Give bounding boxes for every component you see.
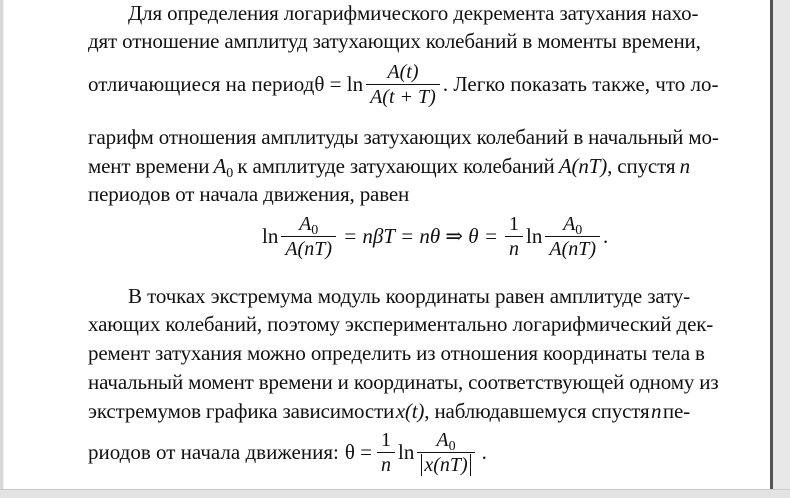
- text-line: периодов от начала движения, равен: [88, 182, 410, 206]
- subscript: 0: [226, 166, 234, 181]
- fraction-numerator: [545, 212, 600, 237]
- fraction-denominator: A(nT): [285, 238, 333, 260]
- viewer-left-border-inner: [3, 0, 4, 497]
- symbol: A(nT): [558, 154, 608, 178]
- symbol-xt: [396, 398, 650, 424]
- text-line: В точках экстремума модуль координаты равен амплитуде зату-: [128, 284, 690, 308]
- fraction: [417, 428, 474, 477]
- text-line-with-formula: [88, 428, 487, 477]
- fraction-numerator: [281, 212, 336, 237]
- text-line-with-formula: [88, 60, 719, 109]
- formula-ln: ln: [262, 224, 279, 248]
- subscript: 0: [448, 439, 456, 454]
- symbol-A0: [214, 153, 234, 179]
- text-span: мент времени: [88, 154, 210, 178]
- fraction-denominator: [417, 453, 474, 477]
- text-line: дят отношение амплитуд затухающих колебаний в моменты времени,: [88, 29, 701, 53]
- fraction-numerator: A(t): [366, 60, 440, 85]
- fraction-denominator: n: [381, 454, 391, 476]
- fraction-denominator: A(t + T): [370, 86, 436, 108]
- text-span: пе-: [662, 399, 690, 423]
- text-span: . Легко показать также, что ло-: [442, 72, 719, 96]
- text-line: начальный момент времени и координаты, соответствующей одному из: [88, 370, 719, 394]
- formula-ln: ln: [526, 224, 543, 248]
- symbol-n: n: [651, 399, 662, 423]
- formula-end: .: [481, 440, 487, 464]
- subscript: 0: [311, 223, 319, 238]
- fraction: [366, 60, 440, 109]
- subscript: 0: [575, 223, 583, 238]
- text-span: риодов от начала движения:: [88, 440, 339, 464]
- scrollbar-track[interactable]: [773, 0, 790, 497]
- display-formula: [262, 212, 608, 261]
- symbol: x(t): [395, 399, 425, 423]
- formula-lhs: θ = ln: [314, 72, 364, 96]
- fraction-numerator: 1: [505, 212, 523, 237]
- text-line: гарифм отношения амплитуды затухающих колебаний в начальный мо-: [88, 125, 719, 149]
- symbol-AnT: [559, 153, 676, 179]
- text-span: , спустя: [607, 154, 676, 178]
- text-line: ремент затухания можно определить из отношения координаты тела в: [88, 341, 705, 365]
- text-line: Для определения логарифмического декремента затухания нахо-: [128, 1, 699, 25]
- fraction: [377, 428, 395, 477]
- formula-lhs: θ =: [344, 440, 372, 464]
- formula-end: .: [603, 224, 609, 248]
- fraction-denominator: n: [509, 238, 520, 260]
- fraction: [281, 212, 336, 261]
- text-span: экстремумов графика зависимости: [88, 399, 395, 423]
- text-span: к амплитуде затухающих колебаний: [237, 154, 555, 178]
- text-line: [88, 398, 690, 424]
- fraction: [505, 212, 523, 261]
- symbol: A: [436, 429, 449, 451]
- fraction-denominator: A(nT): [549, 238, 597, 260]
- symbol: A: [299, 213, 312, 235]
- fraction: [545, 212, 600, 261]
- fraction-numerator: [417, 428, 474, 453]
- symbol-n: n: [679, 154, 690, 178]
- absolute-value: x(nT): [421, 454, 470, 476]
- inline-formula: [314, 60, 442, 109]
- symbol: A: [563, 213, 576, 235]
- fraction-numerator: 1: [377, 428, 395, 453]
- text-line: [88, 153, 690, 179]
- formula-ln: ln: [398, 440, 415, 464]
- text-line: хающих колебаний, поэтому экспериментально логарифмический дек-: [88, 312, 714, 336]
- symbol: A: [213, 154, 227, 178]
- formula-middle: = nβT = nθ ⇒ θ =: [343, 224, 499, 248]
- text-span: отличающиеся на период: [88, 72, 315, 96]
- text-span: , наблюдавшемуся спустя: [424, 399, 650, 423]
